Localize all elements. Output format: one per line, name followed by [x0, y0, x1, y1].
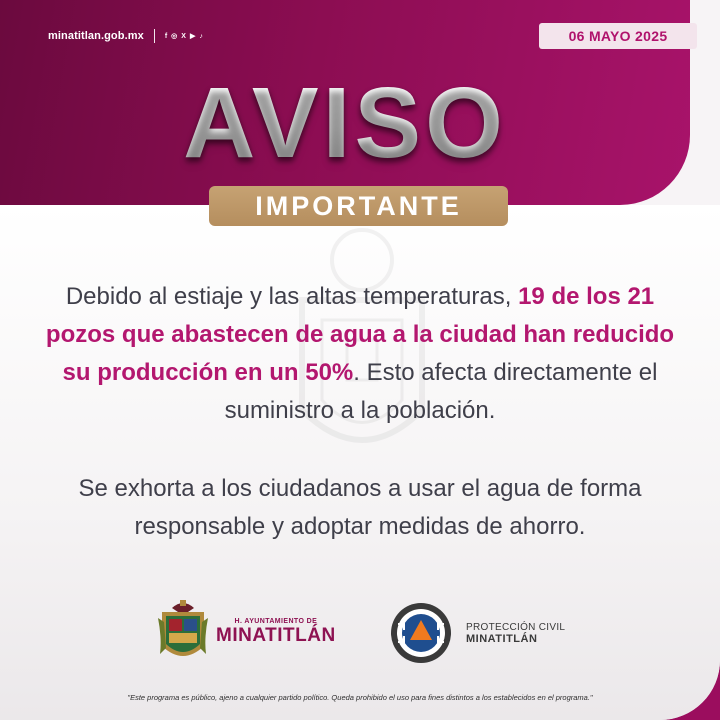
municipality-small-label: H. AYUNTAMIENTO DE: [234, 617, 318, 625]
facebook-icon[interactable]: f: [164, 32, 168, 40]
legal-disclaimer: "Este programa es público, ajeno a cualquier partido político. Queda prohibido el uso para fines distintos a los establecidos en el programa.": [127, 693, 593, 702]
notice-text-end: . Esto afecta directamente el suministro a la población.: [224, 359, 658, 424]
municipality-logo: [158, 598, 336, 666]
exhortation-paragraph: Se exhorta a los ciudadanos a usar el agua de forma responsable y adoptar medidas de ahorro.: [78, 475, 642, 540]
tiktok-icon[interactable]: ♪: [199, 32, 203, 40]
civil-protection-big-label: MINATITLÁN: [466, 632, 538, 645]
municipality-shield-icon: [158, 598, 208, 666]
top-bar: [48, 27, 203, 45]
subtitle-badge: IMPORTANTE: [209, 186, 508, 226]
civil-protection-small-label: PROTECCIÓN CIVIL: [466, 621, 566, 633]
divider: [154, 29, 155, 43]
municipality-big-label: MINATITLÁN: [216, 624, 336, 646]
site-url[interactable]: minatitlan.gob.mx: [48, 30, 144, 42]
youtube-icon[interactable]: ▶: [189, 32, 196, 40]
notice-highlight: 19 de los 21 pozos que abastecen de agua a la ciudad han reducido su producción en un 50%: [45, 283, 675, 386]
notice-text-intro: Debido al estiaje y las altas temperaturas,: [65, 283, 519, 310]
social-icons: [165, 33, 203, 40]
instagram-icon[interactable]: ◎: [171, 32, 178, 40]
civil-protection-logo: [390, 602, 565, 664]
date-badge: 06 MAYO 2025: [539, 23, 697, 49]
notice-paragraph: [40, 278, 680, 430]
civil-protection-name: [466, 622, 565, 645]
x-icon[interactable]: X: [181, 32, 186, 40]
municipality-name: [216, 618, 336, 647]
civil-protection-emblem-icon: [390, 602, 452, 664]
page-title: AVISO: [0, 68, 690, 178]
